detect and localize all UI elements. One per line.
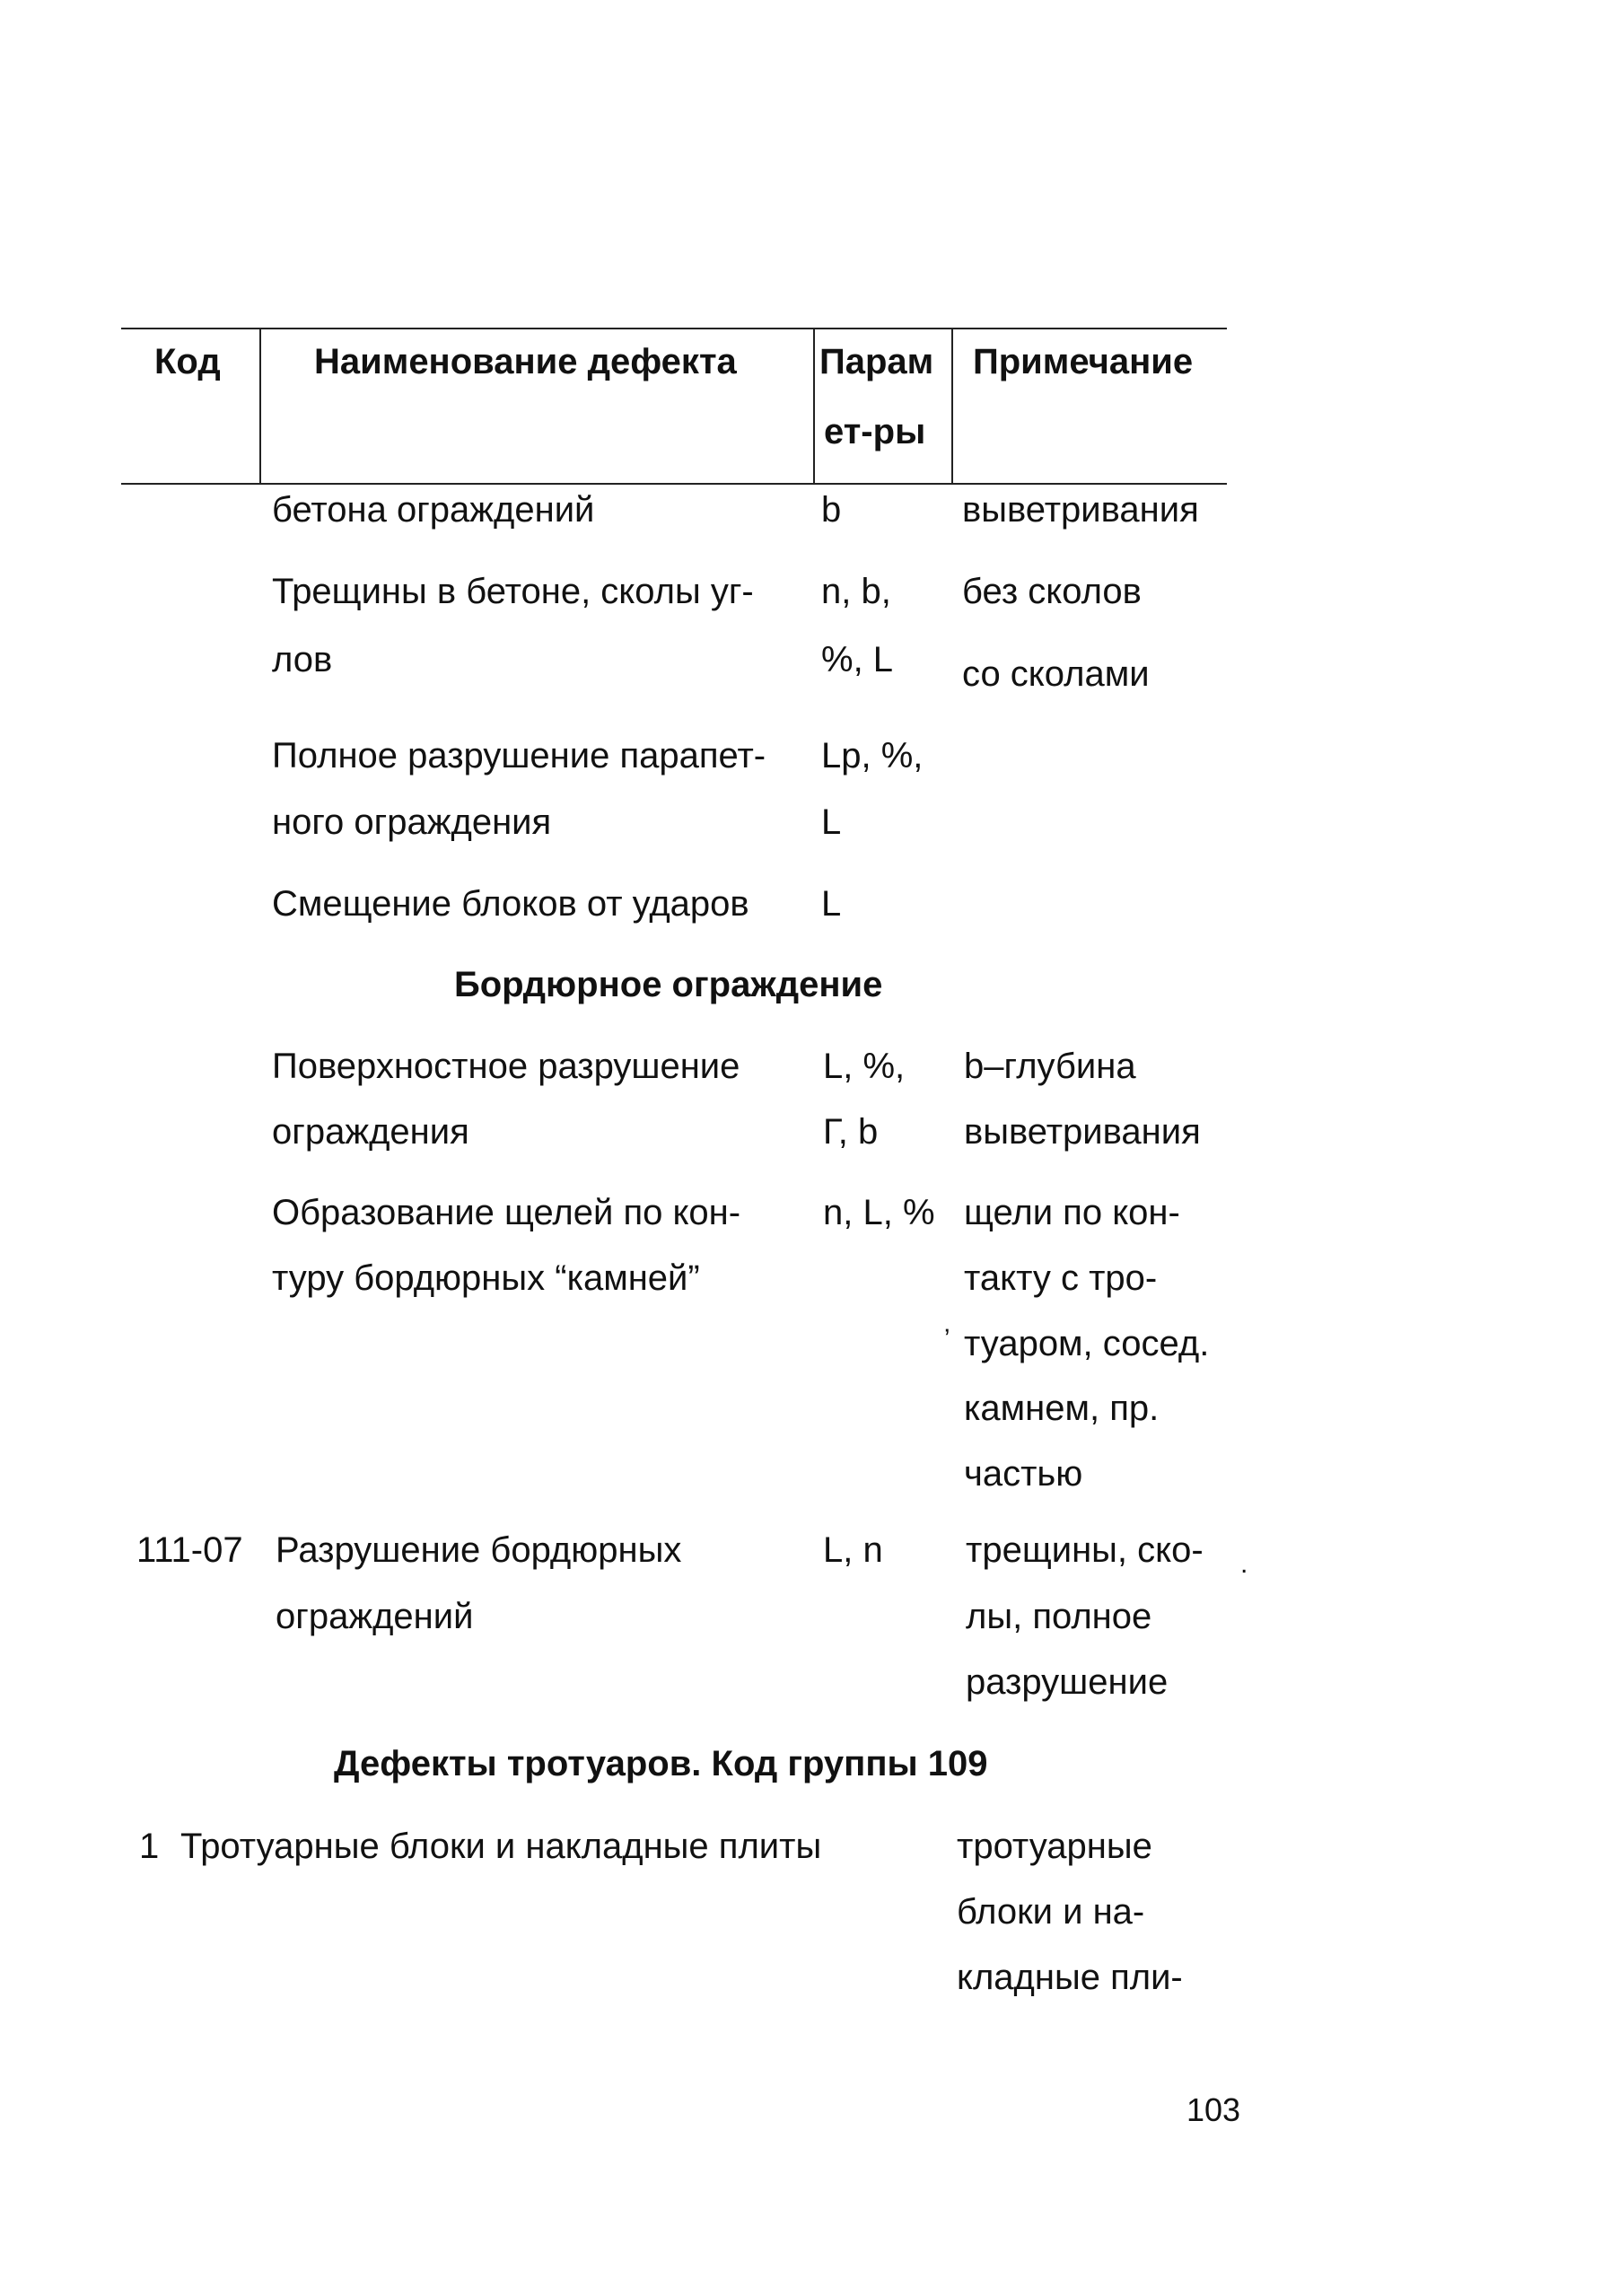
header-divider-3: [951, 328, 953, 485]
row-note: камнем, пр.: [964, 1389, 1160, 1428]
header-bottom-rule: [121, 483, 1227, 485]
row-params: %, L: [821, 640, 894, 679]
row-params: n, L, %: [823, 1193, 935, 1232]
header-divider-1: [259, 328, 261, 485]
row-name: лов: [272, 640, 333, 679]
row-note: туаром, сосед.: [964, 1324, 1210, 1363]
row-params: Г, b: [823, 1112, 879, 1152]
row-name: ного ограждения: [272, 802, 552, 842]
row-note: выветривания: [964, 1112, 1201, 1152]
row-params: n, b,: [821, 572, 891, 611]
row-name: туру бордюрных “камней”: [272, 1258, 700, 1298]
item-note: блоки и на-: [957, 1892, 1145, 1932]
row-name: Полное разрушение парапет-: [272, 736, 766, 776]
row-name: бетона ограждений: [272, 490, 595, 530]
header-code: Код: [154, 342, 221, 381]
row-params: b: [821, 490, 842, 530]
item-note: кладные пли-: [957, 1958, 1183, 1997]
row-code: 111-07: [136, 1530, 243, 1570]
row-name: ограждений: [276, 1597, 474, 1636]
row-name: ограждения: [272, 1112, 469, 1152]
row-note: без сколов: [962, 572, 1142, 611]
row-note: выветривания: [962, 490, 1199, 530]
item-name: Тротуарные блоки и накладные плиты: [180, 1827, 822, 1866]
row-note: лы, полное: [966, 1597, 1152, 1636]
row-params: L: [821, 884, 842, 924]
row-name: Трещины в бетоне, сколы уг-: [272, 572, 754, 611]
section-heading-border: Бордюрное ограждение: [454, 965, 883, 1004]
stray-dot: .: [1240, 1549, 1248, 1579]
row-params: L, %,: [823, 1047, 906, 1086]
row-note: разрушение: [966, 1662, 1169, 1702]
row-params: L: [821, 802, 842, 842]
row-note: щели по кон-: [964, 1193, 1180, 1232]
row-note: со сколами: [962, 654, 1150, 694]
section-heading-sidewalk: Дефекты тротуаров. Код группы 109: [334, 1744, 988, 1783]
header-params-line2: ет-ры: [824, 412, 926, 451]
item-note: тротуарные: [957, 1827, 1152, 1866]
stray-mark: ʼ: [944, 1325, 950, 1354]
row-note: трещины, ско-: [966, 1530, 1204, 1570]
row-note: b–глубина: [964, 1047, 1136, 1086]
row-params: Lp, %,: [821, 736, 924, 776]
page-number: 103: [1186, 2091, 1241, 2128]
header-params-line1: Парам: [819, 342, 934, 381]
row-name: Поверхностное разрушение: [272, 1047, 740, 1086]
table-top-rule: [121, 328, 1227, 329]
row-name: Образование щелей по кон-: [272, 1193, 741, 1232]
header-name: Наименование дефекта: [314, 342, 737, 381]
row-note: такту с тро-: [964, 1258, 1158, 1298]
row-note: частью: [964, 1454, 1083, 1494]
item-number: 1: [139, 1827, 160, 1866]
row-name: Разрушение бордюрных: [276, 1530, 682, 1570]
header-divider-2: [813, 328, 815, 485]
row-name: Смещение блоков от ударов: [272, 884, 749, 924]
row-params: L, n: [823, 1530, 883, 1570]
header-note: Примечание: [973, 342, 1194, 381]
